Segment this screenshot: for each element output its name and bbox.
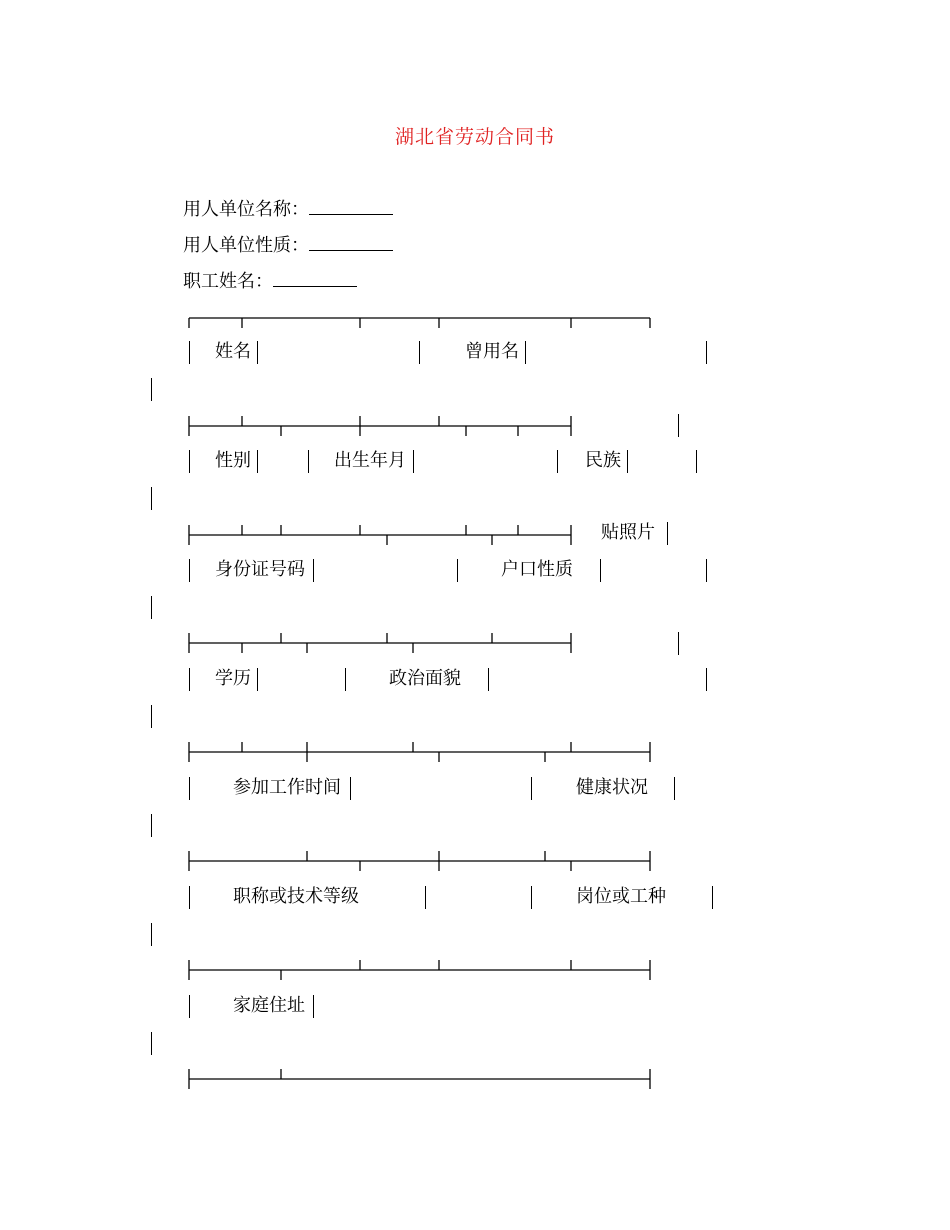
photo-label: 贴照片 <box>601 522 655 543</box>
cell-border <box>189 777 190 800</box>
ethnicity-label: 民族 <box>585 450 621 471</box>
work-start-label: 参加工作时间 <box>233 777 341 798</box>
employer-name-label: 用人单位名称： <box>183 199 309 220</box>
cell-border <box>488 668 489 691</box>
cell-border <box>313 559 314 582</box>
document-title: 湖北省劳动合同书 <box>394 126 555 148</box>
cell-border <box>557 450 558 473</box>
cell-border <box>706 559 707 582</box>
address-label: 家庭住址 <box>233 995 305 1016</box>
cell-border <box>350 777 351 800</box>
cell-border <box>531 777 532 800</box>
cell-border <box>600 559 601 582</box>
cell-border <box>151 923 152 946</box>
cell-border <box>457 559 458 582</box>
cell-border <box>189 886 190 909</box>
cell-border <box>257 668 258 691</box>
cell-border <box>189 559 190 582</box>
cell-border <box>425 886 426 909</box>
cell-border <box>627 450 628 473</box>
education-label: 学历 <box>215 668 251 689</box>
cell-border <box>525 341 526 364</box>
cell-border <box>189 668 190 691</box>
gender-label: 性别 <box>215 450 251 471</box>
cell-border <box>151 487 152 510</box>
cell-border <box>257 341 258 364</box>
cell-border <box>531 886 532 909</box>
cell-border <box>696 450 697 473</box>
title-grade-label: 职称或技术等级 <box>233 886 359 907</box>
cell-border <box>345 668 346 691</box>
position-label: 岗位或工种 <box>576 886 666 907</box>
cell-border <box>413 450 414 473</box>
hukou-type-label: 户口性质 <box>501 559 573 580</box>
cell-border <box>151 814 152 837</box>
cell-border <box>667 522 668 545</box>
cell-border <box>189 995 190 1018</box>
birth-date-label: 出生年月 <box>334 450 406 471</box>
cell-border <box>257 450 258 473</box>
cell-border <box>712 886 713 909</box>
cell-border <box>151 378 152 401</box>
cell-border <box>189 450 190 473</box>
cell-border <box>313 995 314 1018</box>
cell-border <box>419 341 420 364</box>
cell-border <box>678 414 679 437</box>
id-number-label: 身份证号码 <box>215 559 305 580</box>
employee-name-label: 职工姓名： <box>183 271 273 292</box>
cell-border <box>674 777 675 800</box>
cell-border <box>678 632 679 655</box>
employer-type-label: 用人单位性质： <box>183 235 309 256</box>
cell-border <box>706 668 707 691</box>
cell-border <box>706 341 707 364</box>
cell-border <box>151 596 152 619</box>
health-label: 健康状况 <box>576 777 648 798</box>
cell-border <box>151 705 152 728</box>
former-name-label: 曾用名 <box>465 341 519 362</box>
cell-border <box>189 341 190 364</box>
name-label: 姓名 <box>215 341 251 362</box>
political-status-label: 政治面貌 <box>389 668 461 689</box>
cell-border <box>151 1032 152 1055</box>
cell-border <box>308 450 309 473</box>
